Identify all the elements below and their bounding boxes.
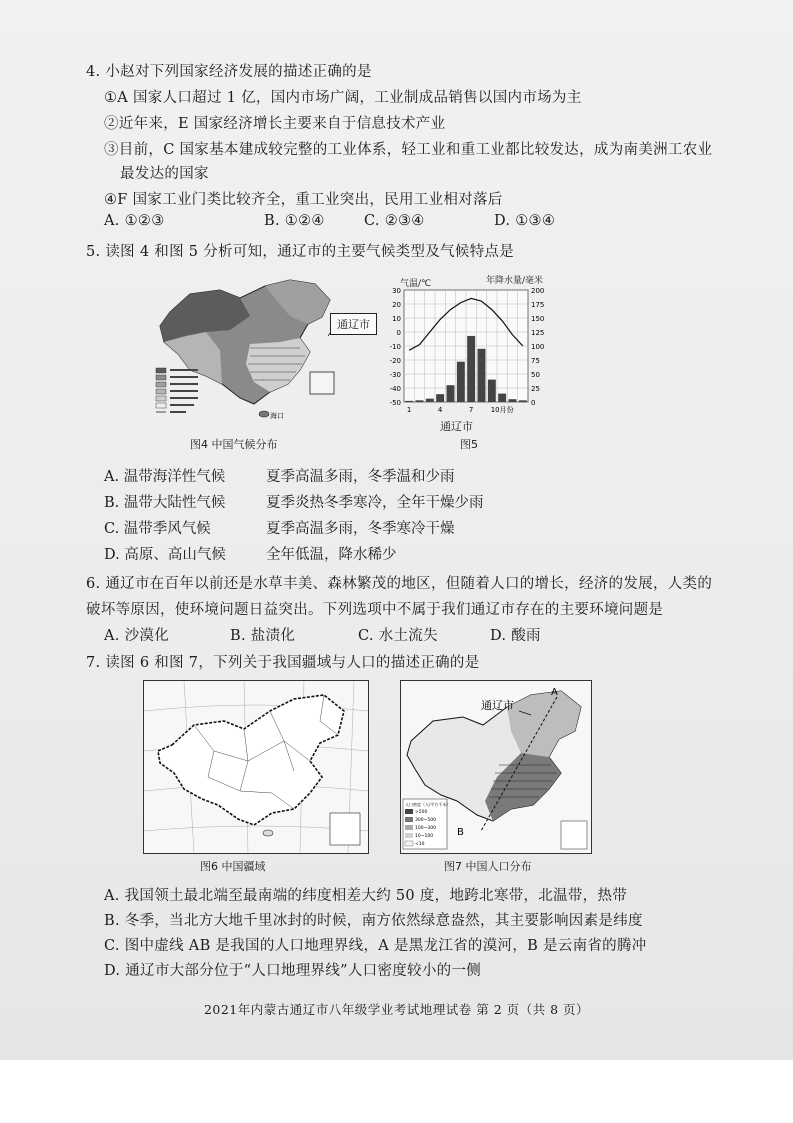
q4-options (104, 213, 704, 233)
population-legend-title: 人口密度（人/平方千米） (405, 802, 451, 807)
fig5-precip-axis-label: 年降水量/毫米 (486, 276, 544, 286)
south-sea-inset (330, 813, 360, 845)
temp-tick-label: 20 (392, 301, 401, 309)
q4-statement-2: ②近年来，E 国家经济增长主要来自于信息技术产业 (104, 116, 446, 132)
q6-option-d[interactable]: D. 酸雨 (490, 628, 541, 644)
tongliao-climate-chart (380, 286, 560, 418)
precip-bar (436, 394, 444, 402)
south-sea-inset (561, 821, 587, 849)
q6-option-a[interactable]: A. 沙漠化 (104, 628, 169, 644)
q5-option-d[interactable]: D. 高原、高山气候 全年低温，降水稀少 (104, 547, 397, 563)
fig7-caption: 图7 中国人口分布 (444, 860, 532, 873)
temp-tick-label: 0 (396, 329, 401, 337)
population-legend-item: <10 (415, 842, 425, 847)
q5-option-b[interactable]: B. 温带大陆性气候 夏季炎热冬季寒冷，全年干燥少雨 (104, 495, 484, 511)
temp-tick-label: -40 (389, 385, 401, 393)
precip-tick-label: 175 (531, 301, 545, 309)
climate-legend (156, 368, 198, 412)
fig7-city-label: 通辽市 (481, 699, 514, 712)
fig4-caption: 图4 中国气候分布 (190, 438, 278, 451)
fig5-caption: 图5 (460, 438, 478, 451)
q6-option-c[interactable]: C. 水土流失 (358, 628, 438, 644)
temp-tick-label: -50 (389, 399, 401, 407)
q4-option-c[interactable]: C. ②③④ (364, 213, 425, 229)
population-legend (403, 799, 450, 849)
population-legend-item: 10~100 (415, 834, 434, 839)
q5-option-c[interactable]: C. 温带季风气候 夏季高温多雨，冬季寒冷干燥 (104, 521, 455, 537)
q5-stem: 5. 读图 4 和图 5 分析可知，通辽市的主要气候类型及气候特点是 (86, 244, 515, 260)
precip-tick-label: 100 (531, 343, 545, 351)
population-legend-item: 100~300 (415, 826, 436, 831)
south-china-sea-inset (310, 372, 334, 394)
precip-tick-label: 25 (531, 385, 540, 393)
china-climate-map (150, 272, 360, 432)
precip-bar (405, 401, 413, 402)
q4-option-d[interactable]: D. ①③④ (494, 213, 556, 229)
q6-option-b[interactable]: B. 盐渍化 (230, 628, 296, 644)
q7-option-a[interactable]: A. 我国领土最北端至最南端的纬度相差大约 50 度，地跨北寒带，北温带，热带 (104, 888, 628, 904)
precip-tick-label: 125 (531, 329, 545, 337)
month-tick-label: 7 (468, 406, 474, 414)
precip-bar (457, 362, 465, 402)
population-legend-item: >500 (415, 810, 428, 815)
q4-option-a[interactable]: A. ①②③ (104, 213, 165, 229)
temp-tick-label: -10 (389, 343, 401, 351)
q7-option-d[interactable]: D. 通辽市大部分位于“人口地理界线”人口密度较小的一侧 (104, 963, 482, 979)
precip-bar (447, 385, 455, 402)
month-tick-label: 4 (437, 406, 443, 414)
china-territory-map (143, 680, 369, 854)
fig5-temp-axis-label: 气温/℃ (400, 279, 432, 289)
q4-option-b[interactable]: B. ①②④ (264, 213, 325, 229)
q4-stem: 4. 小赵对下列国家经济发展的描述正确的是 (86, 64, 372, 80)
fig7-point-a: A (551, 687, 558, 698)
q4-statement-4: ④F 国家工业门类比较齐全，重工业突出，民用工业相对落后 (104, 192, 503, 208)
month-tick-label: 10月份 (490, 406, 514, 414)
page-footer: 2021年内蒙古通辽市八年级学业考试地理试卷 第 2 页（共 8 页） (203, 1002, 590, 1017)
temp-tick-label: -20 (389, 357, 401, 365)
q5-option-a[interactable]: A. 温带海洋性气候 夏季高温多雨，冬季温和少雨 (104, 469, 455, 485)
q4-statement-3b: 最发达的国家 (120, 166, 209, 182)
hainan-label: 海口 (270, 412, 284, 420)
q6-stem-line2: 破坏等原因，使环境问题日益突出。下列选项中不属于我们通辽市存在的主要环境问题是 (86, 602, 664, 618)
q7-stem: 7. 读图 6 和图 7，下列关于我国疆域与人口的描述正确的是 (86, 655, 480, 671)
q7-option-b[interactable]: B. 冬季，当北方大地千里冰封的时候，南方依然绿意盎然，其主要影响因素是纬度 (104, 913, 643, 929)
china-population-map (400, 680, 592, 854)
precip-bar (498, 394, 506, 402)
q6-stem-line1: 6. 通辽市在百年以前还是水草丰美、森林繁茂的地区，但随着人口的增长，经济的发展，人类的 (86, 576, 713, 592)
precip-bar (519, 400, 527, 402)
precip-tick-label: 0 (531, 399, 536, 407)
precip-tick-label: 150 (531, 315, 545, 323)
month-tick-label: 1 (406, 406, 412, 414)
population-legend-item: 300~500 (415, 818, 436, 823)
precip-tick-label: 75 (531, 357, 540, 365)
q6-options (104, 624, 704, 644)
temp-tick-label: 30 (392, 287, 401, 295)
precip-bar (509, 399, 517, 402)
precip-bar (416, 400, 424, 402)
fig7-point-b: B (457, 827, 464, 838)
precip-tick-label: 200 (531, 287, 545, 295)
precip-tick-label: 50 (531, 371, 540, 379)
precip-bar (488, 380, 496, 402)
q4-statement-1: ①A 国家人口超过 1 亿，国内市场广阔，工业制成品销售以国内市场为主 (104, 90, 582, 106)
q4-statement-3a: ③目前，C 国家基本建成较完整的工业体系，轻工业和重工业都比较发达，成为南美洲工农业 (104, 142, 713, 158)
temp-tick-label: 10 (392, 315, 401, 323)
q7-option-c[interactable]: C. 图中虚线 AB 是我国的人口地理界线，A 是黑龙江省的漠河，B 是云南省的腾冲 (104, 938, 647, 954)
fig6-caption: 图6 中国疆域 (200, 860, 266, 873)
precip-bar (478, 349, 486, 402)
tongliao-callout: 通辽市 (330, 313, 377, 335)
precip-bar (426, 399, 434, 402)
fig5-station-label: 通辽市 (440, 420, 473, 433)
precip-bar (467, 336, 475, 402)
temp-tick-label: -30 (389, 371, 401, 379)
